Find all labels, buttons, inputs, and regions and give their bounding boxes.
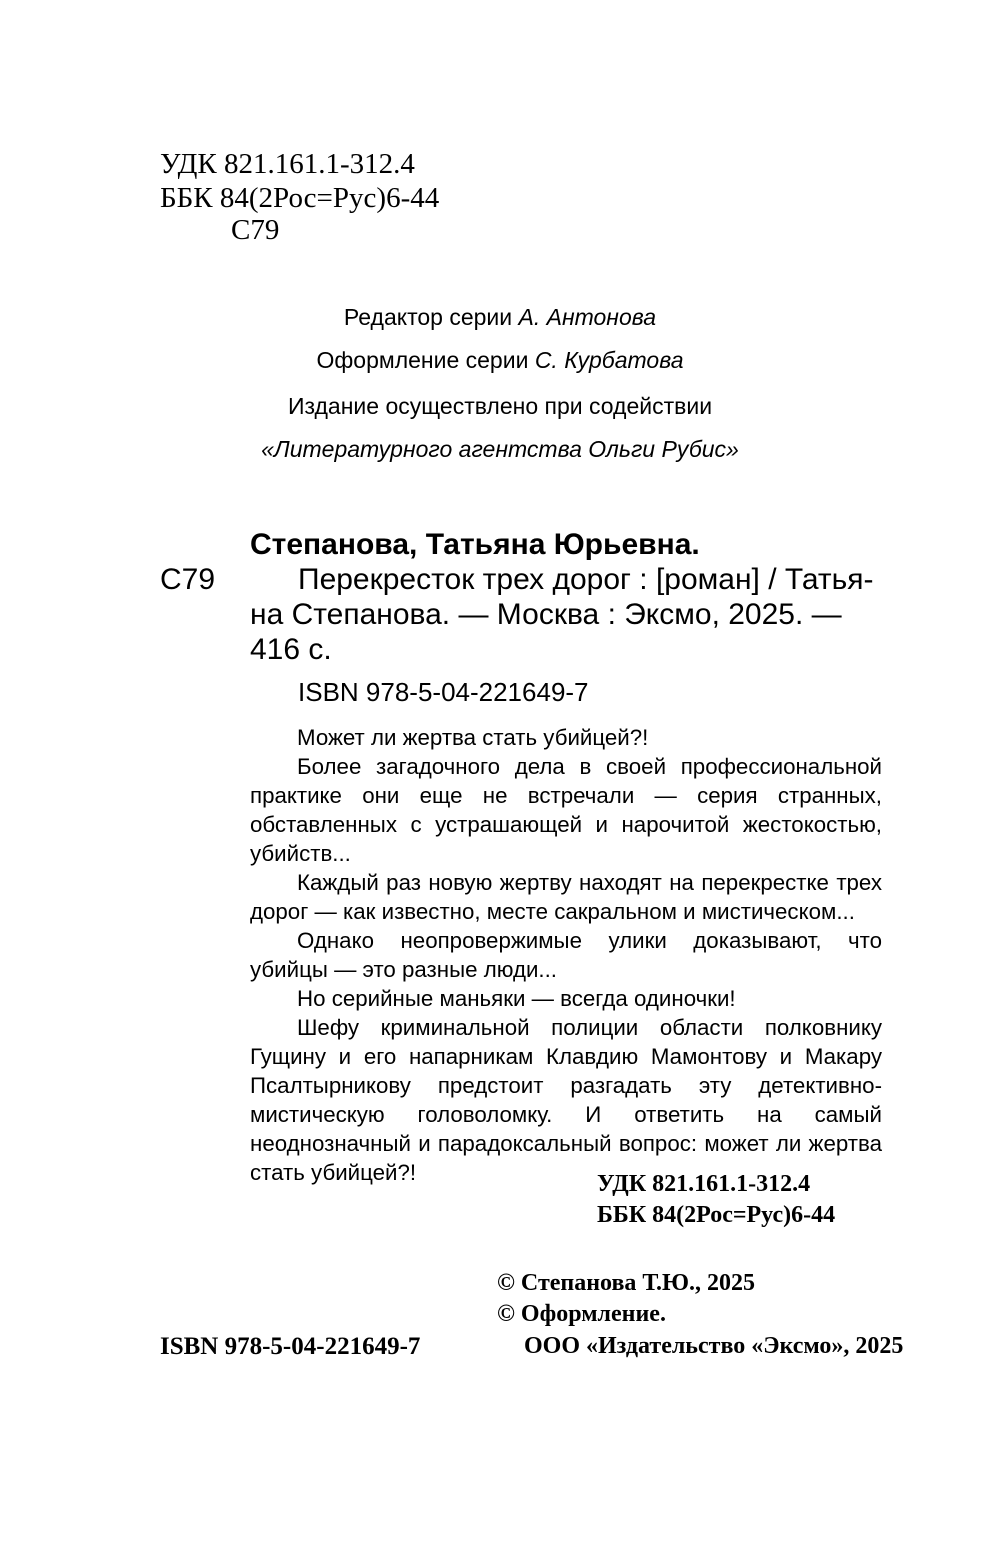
series-design-label: Оформление серии: [316, 347, 529, 373]
annotation-paragraph: Может ли жертва стать убийцей?!: [297, 725, 649, 750]
record-author: Степанова, Татьяна Юрьевна.: [250, 528, 700, 561]
bbk-code: ББК 84(2Рос=Рус)6-44: [160, 182, 440, 214]
series-editor-label: Редактор серии: [343, 304, 513, 330]
record-title-line-2: на Степанова. — Москва : Эксмо, 2025. —: [250, 598, 842, 631]
literary-agency: [0, 436, 1000, 463]
record-title-line-3: 416 с.: [250, 633, 332, 666]
udk-code: УДК 821.161.1-312.4: [160, 148, 415, 180]
bottom-bbk-code: ББК 84(2Рос=Рус)6-44: [597, 1202, 836, 1228]
bottom-udk-code: УДК 821.161.1-312.4: [597, 1171, 811, 1197]
annotation-paragraph: Более загадочного дела в своей профессиональной практике они еще не встречали — серия странных, обставленных с устрашающей и нарочитой жестокостью, убийств...: [250, 754, 882, 866]
record-title-line-1: Перекресток трех дорог : [роман] / Татья-: [298, 563, 874, 596]
record-cipher: С79: [160, 563, 216, 596]
series-editor-name: А. Антонова: [518, 304, 657, 330]
author-cipher: С79: [231, 214, 280, 246]
isbn-bottom: ISBN 978-5-04-221649-7: [160, 1333, 421, 1360]
series-design-name: С. Курбатова: [534, 347, 684, 373]
copyright-design: © Оформление.: [497, 1301, 666, 1327]
copyright-publisher: ООО «Издательство «Эксмо», 2025: [524, 1333, 904, 1359]
copyright-author: © Степанова Т.Ю., 2025: [497, 1270, 756, 1296]
record-isbn: ISBN 978-5-04-221649-7: [298, 677, 589, 707]
series-design-credit: [0, 347, 1000, 374]
annotation-paragraph: Шефу криминальной полиции области полковнику Гущину и его напарникам Клавдию Мамонтову и Макару Псалтырникову предстоит разгадать эту детективно-мистическую головоломку. И ответить на самый неоднозначный и парадоксальный вопрос: может ли жертва стать убийцей?!: [250, 1015, 882, 1185]
annotation-paragraph: Каждый раз новую жертву находят на перекрестке трех дорог — как известно, месте сакральном и мистическом...: [250, 870, 882, 924]
series-editor-credit: [0, 304, 1000, 331]
annotation: [250, 723, 882, 1187]
literary-agency-name: «Литературного агентства Ольги Рубис»: [261, 436, 739, 462]
annotation-paragraph: Однако неопровержимые улики доказывают, что убийцы — это разные люди...: [250, 928, 882, 982]
support-line: Издание осуществлено при содействии: [287, 393, 713, 419]
annotation-paragraph: Но серийные маньяки — всегда одиночки!: [297, 986, 736, 1011]
